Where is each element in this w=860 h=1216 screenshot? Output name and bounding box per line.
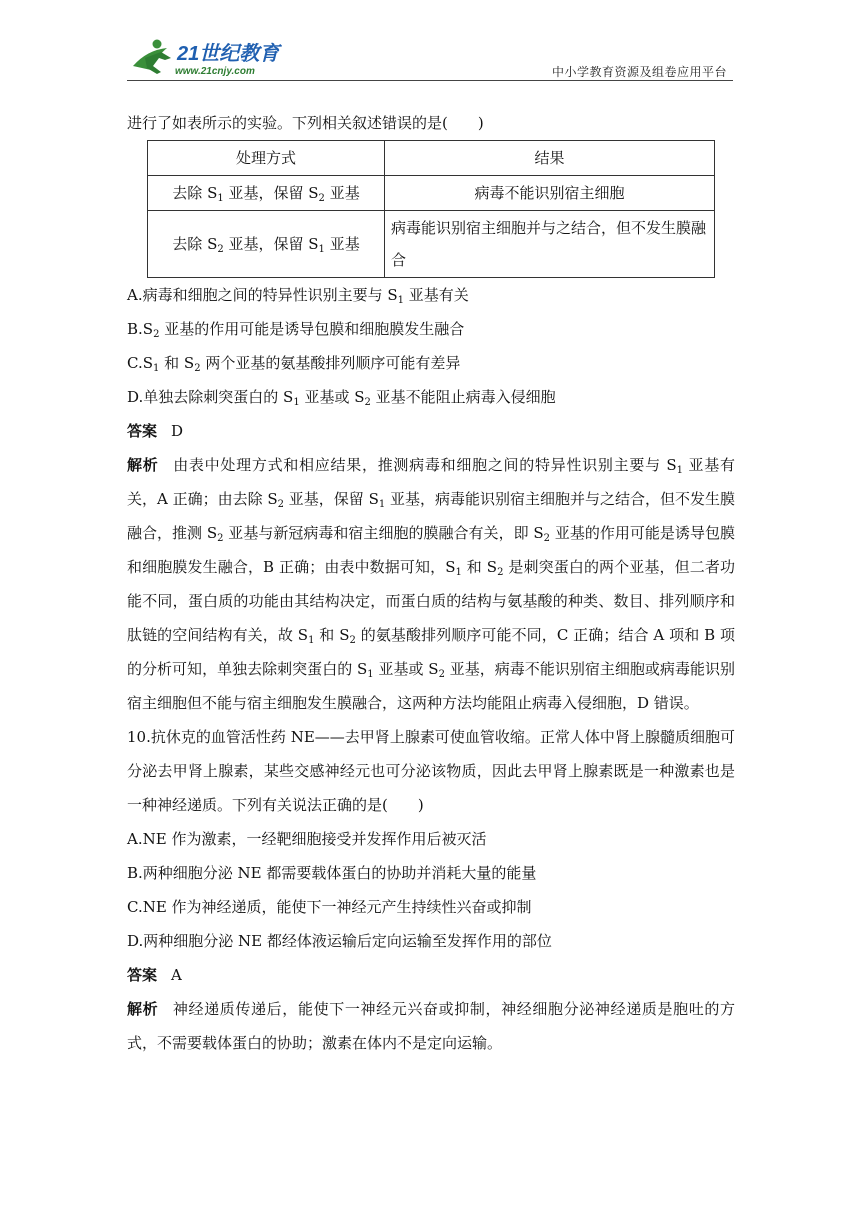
question-10-stem: 10.抗休克的血管活性药 NE——去甲肾上腺素可使血管收缩。正常人体中肾上腺髓质细胞可分泌去甲肾上腺素，某些交感神经元也可分泌该物质，因此去甲肾上腺素既是一种激素也是一种神经递质。下列有关说法正确的是( )	[127, 728, 735, 814]
platform-name: 中小学教育资源及组卷应用平台	[551, 65, 727, 79]
table-header-cell: 处理方式	[148, 141, 385, 176]
option-c: C.NE 作为神经递质，能使下一神经元产生持续性兴奋或抑制	[127, 898, 532, 916]
page-header	[127, 36, 733, 82]
option-d: D.单独去除刺突蛋白的 $S_1$ 亚基或 $S_2$ 亚基不能阻止病毒入侵细胞	[127, 388, 556, 408]
table-cell: 去除 $S_2$ 亚基，保留 $S_1$ 亚基	[148, 211, 385, 278]
option-b: $B.S_2$ 亚基的作用可能是诱导包膜和细胞膜发生融合	[127, 320, 465, 340]
table-cell: 病毒能识别宿主细胞并与之结合，但不发生膜融合	[385, 211, 715, 278]
table-row	[148, 176, 715, 211]
question-intro: 进行了如表所示的实验。下列相关叙述错误的是( )	[127, 114, 484, 132]
table-row	[148, 211, 715, 278]
analysis-paragraph: 解析 由表中处理方式和相应结果，推测病毒和细胞之间的特异性识别主要与 $S_1$ 亚基有关，A 正确；由去除 $S_2$ 亚基，保留 $S_1$ 亚基，病毒能识别宿主细胞并与之结合，但不发生膜融合，推测 $S_2$ 亚基与新冠病毒和宿主细胞的膜融合有关，即 $S_2$ 亚基的作用可能是诱导包膜和细胞膜发生融合，B 正确；由表中数据可知，$S_1$ 和 $S_2$ 是刺突蛋白的两个亚基，但二者功能不同，蛋白质的功能由其结构决定，而蛋白质的结构与氨基酸的种类、数目、排列顺序和肽链的空间结构有关，故 $S_1$ 和 $S_2$ 的氨基酸排列顺序可能不同，C 正确；结合 A 项和 B 项的分析可知，单独去除刺突蛋白的 $S_1$ 亚基或 $S_2$ 亚基，病毒不能识别宿主细胞或病毒能识别宿主细胞但不能与宿主细胞发生膜融合，这两种方法均能阻止病毒入侵细胞，D 错误。	[127, 456, 736, 712]
answer-label: 答案	[127, 966, 158, 984]
option-b: B.两种细胞分泌 NE 都需要载体蛋白的协助并消耗大量的能量	[127, 864, 537, 882]
option-a: A.NE 作为激素，一经靶细胞接受并发挥作用后被灭活	[127, 830, 487, 848]
analysis-label: 解析	[127, 456, 159, 474]
header-divider	[127, 80, 733, 81]
answer-value: D	[171, 422, 184, 440]
svg-text:21世纪教育: 21世纪教育	[177, 43, 280, 65]
option-c: $C.S_1$ 和 $S_2$ 两个亚基的氨基酸排列顺序可能有差异	[127, 354, 461, 374]
page-content	[127, 106, 735, 1060]
site-logo	[127, 36, 297, 82]
table-header-row	[148, 141, 715, 176]
table-cell: 去除 $S_1$ 亚基，保留 $S_2$ 亚基	[148, 176, 385, 211]
table-header-cell: 结果	[385, 141, 715, 176]
answer-line	[127, 958, 735, 992]
option-a: A.病毒和细胞之间的特异性识别主要与 $S_1$ 亚基有关	[127, 286, 469, 306]
option-d: D.两种细胞分泌 NE 都经体液运输后定向运输至发挥作用的部位	[127, 932, 552, 950]
answer-label: 答案	[127, 422, 158, 440]
analysis-paragraph	[127, 992, 735, 1060]
experiment-table	[147, 140, 715, 278]
answer-value: A	[171, 966, 182, 984]
analysis-label: 解析	[127, 1000, 159, 1018]
svg-text:www.21cnjy.com: www.21cnjy.com	[175, 66, 255, 77]
answer-line	[127, 414, 735, 448]
analysis-text: 神经递质传递后，能使下一神经元兴奋或抑制，神经细胞分泌神经递质是胞吐的方式，不需要载体蛋白的协助；激素在体内不是定向运输。	[127, 1000, 735, 1052]
table-cell: 病毒不能识别宿主细胞	[385, 176, 715, 211]
